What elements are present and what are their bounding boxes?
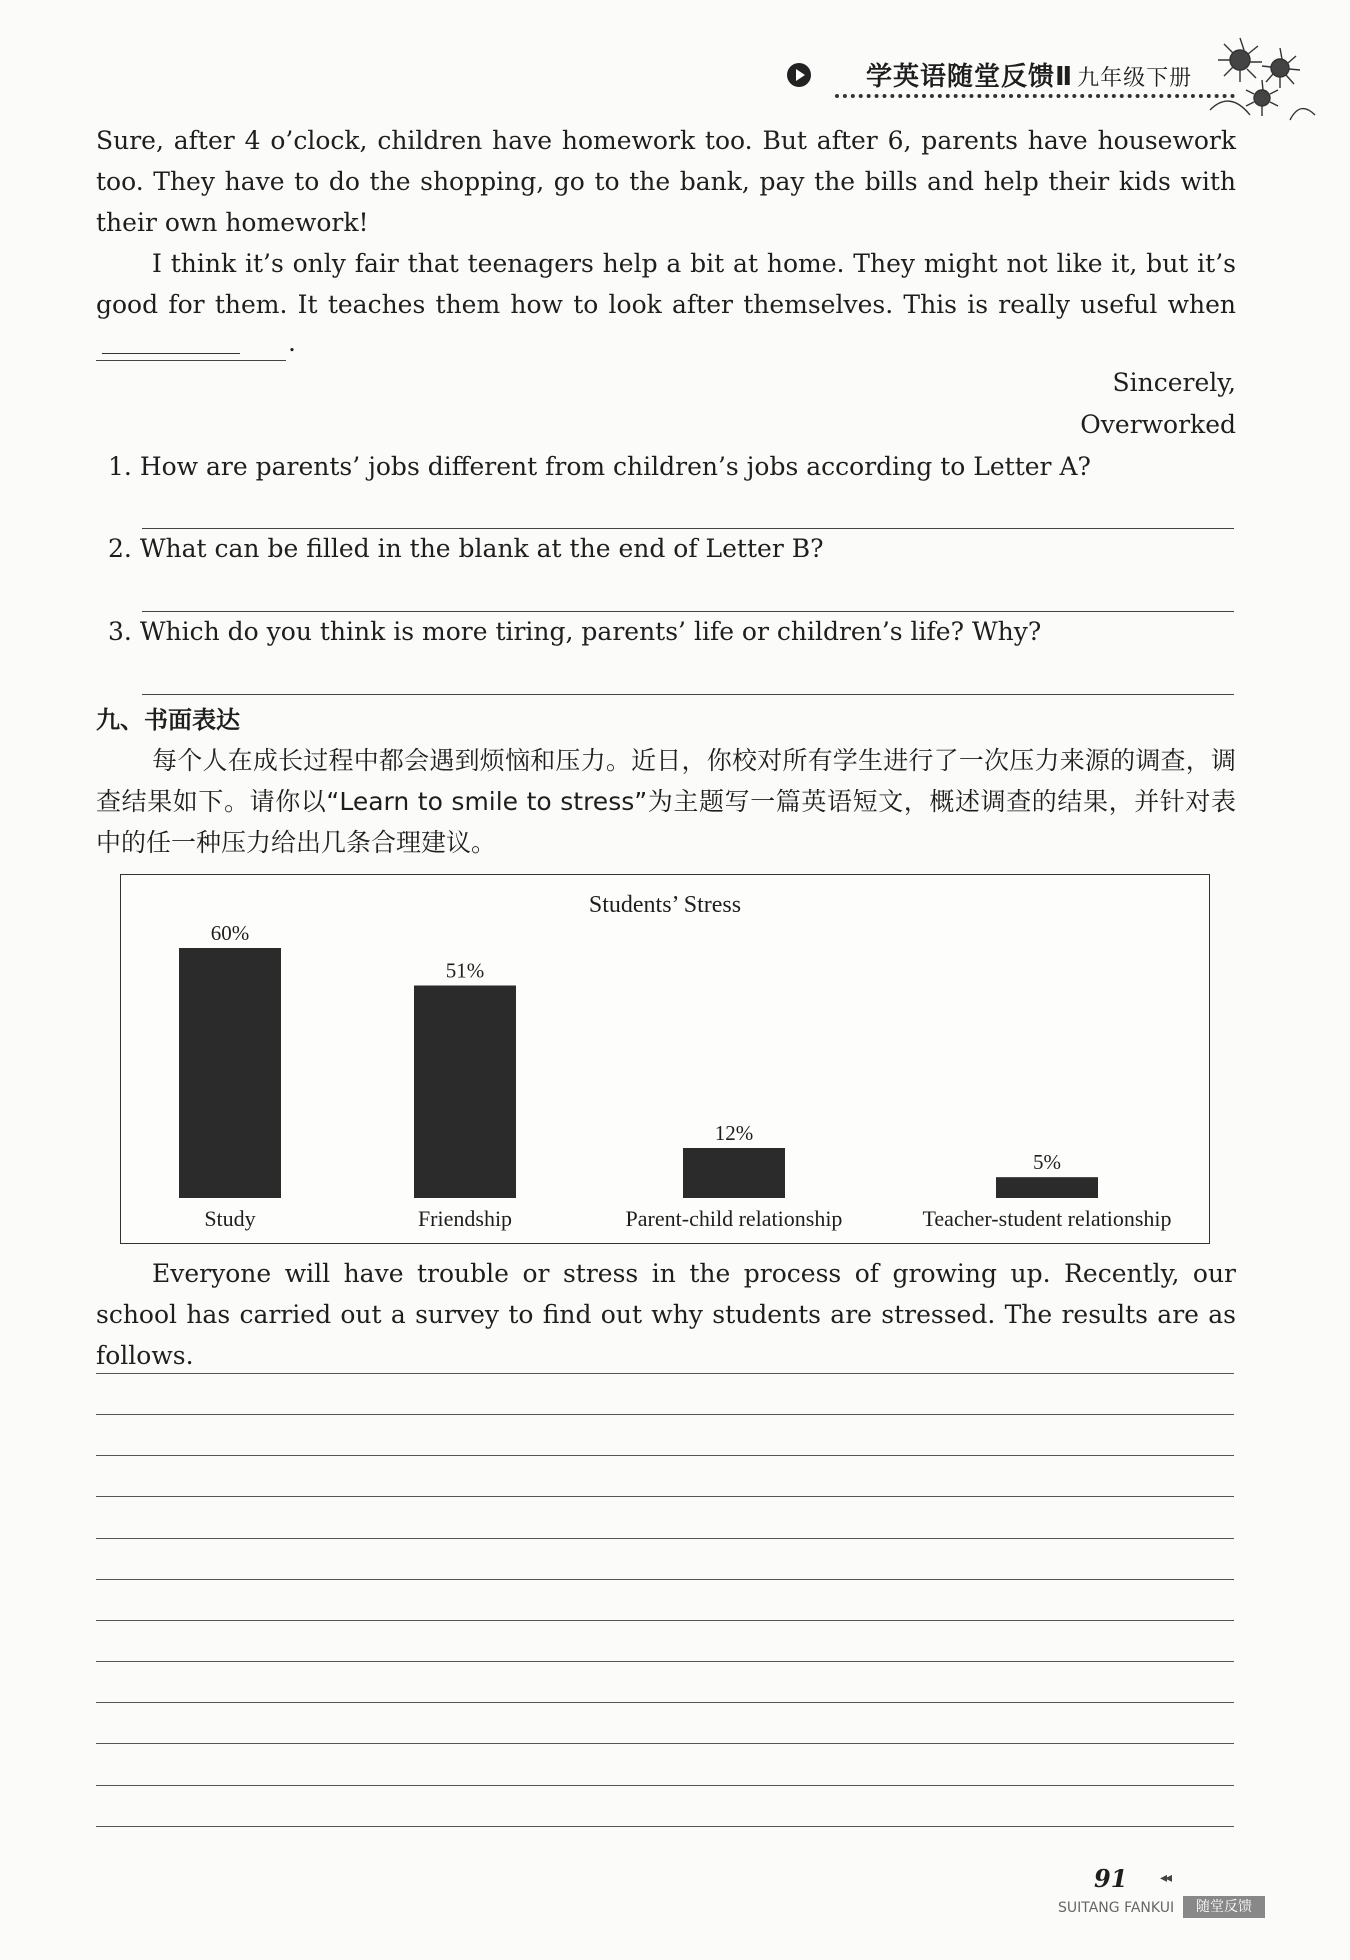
bar-parent-child-relationship [683,1148,785,1198]
bar-value-label: 60% [210,921,250,945]
category-label: Study [204,1206,256,1231]
letter-signature: Overworked [1080,410,1236,439]
title-separator: Ⅱ [1055,62,1074,92]
question-text: What can be filled in the blank at the end of Letter B? [139,534,824,563]
writing-instructions: 每个人在成长过程中都会遇到烦恼和压力。近日，你校对所有学生进行了一次压力来源的调查，调查结果如下。请你以“Learn to smile to stress”为主题写一篇英语短文，概述调查的结果，并针对表中的任一种压力给出几条合理建议。 [96,746,1236,857]
writing-line[interactable] [96,1455,1234,1456]
essay-opening: Everyone will have trouble or stress in the process of growing up. Recently, our school has carried out a survey to find out why students are stressed. The results are as follows. [96,1259,1236,1370]
chart-canvas [121,875,1209,1243]
question-1 [108,452,1091,481]
letter-closing: Sincerely, [1112,368,1236,397]
bar-value-label: 51% [445,958,485,983]
chart-title: Students’ Stress [588,892,742,918]
answer-line-1[interactable] [142,528,1234,529]
writing-line[interactable] [96,1414,1234,1415]
letter-blank-part-1[interactable] [102,329,240,354]
answer-line-3[interactable] [142,694,1234,695]
bar-study [179,948,281,1198]
bar-value-label: 12% [714,1121,754,1145]
writing-line[interactable] [96,1661,1234,1662]
header-dotted-rule [835,94,1235,98]
double-arrow-left-icon: ◂◂ [1160,1870,1171,1886]
question-text: Which do you think is more tiring, parents’ life or children’s life? Why? [139,617,1042,646]
writing-line[interactable] [96,1496,1234,1497]
category-label: Teacher-student relationship [922,1206,1172,1231]
writing-line[interactable] [96,1373,1234,1374]
book-title [866,56,1192,93]
question-number: 2. [108,534,132,563]
answer-line-2[interactable] [142,611,1234,612]
question-text: How are parents’ jobs different from children’s jobs according to Letter A? [139,452,1091,481]
letter-blank-part-2[interactable] [96,360,286,361]
footer-badge: 随堂反馈 [1183,1896,1265,1918]
flower-decoration-icon [1200,20,1320,130]
question-number: 3. [108,617,132,646]
letter-paragraph-2-text: I think it’s only fair that teenagers help a bit at home. They might not like it, but it’s good for them. It teaches them how to look after themselves. This is really useful when [96,249,1236,319]
section-heading: 九、书面表达 [96,706,240,734]
page-number: 91 [1094,1864,1128,1893]
writing-line[interactable] [96,1826,1234,1827]
writing-line[interactable] [96,1702,1234,1703]
bar-value-label: 5% [1033,1150,1061,1175]
blank-period: . [288,328,296,357]
category-label: Parent-child relationship [625,1206,843,1231]
question-2 [108,534,824,563]
bar-friendship [414,986,516,1199]
writing-line[interactable] [96,1579,1234,1580]
students-stress-chart [120,874,1210,1244]
book-title-text: 学英语随堂反馈 [866,62,1056,92]
bar-teacher-student-relationship [996,1177,1098,1198]
play-icon [786,62,812,88]
letter-paragraph-1: Sure, after 4 o’clock, children have homework too. But after 6, parents have housework too. They have to do the shopping, go to the bank, pay the bills and help their kids with their own homework! [96,126,1236,237]
writing-line[interactable] [96,1743,1234,1744]
footer-brand: SUITANG FANKUI [1058,1900,1175,1916]
writing-line[interactable] [96,1785,1234,1786]
letter-paragraph-2 [96,243,1236,366]
question-number: 1. [108,452,132,481]
writing-line[interactable] [96,1620,1234,1621]
question-3 [108,617,1041,646]
book-subtitle: 九年级下册 [1077,66,1193,91]
writing-line[interactable] [96,1538,1234,1539]
category-label: Friendship [417,1206,513,1231]
